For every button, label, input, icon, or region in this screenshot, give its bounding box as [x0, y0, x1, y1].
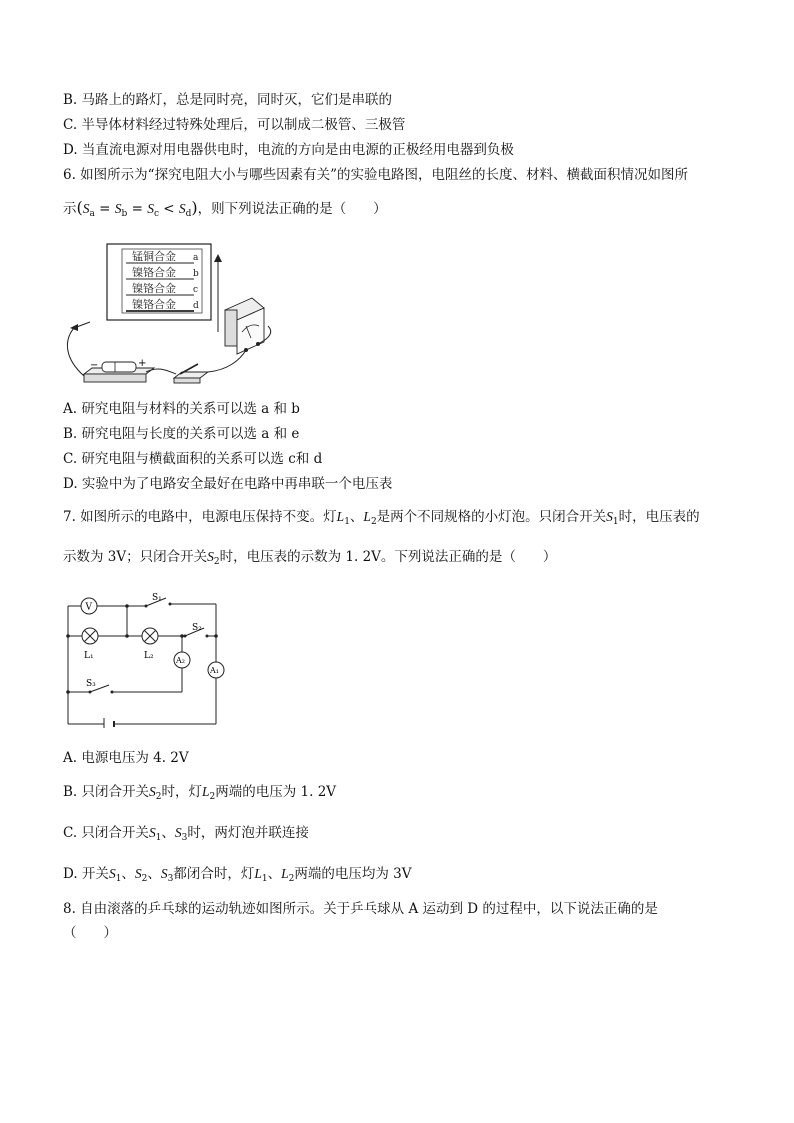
wire-a-label: 锰铜合金 — [132, 250, 176, 263]
q7-option-d: D. 开关$S_1$、$S_2$、$S_3$都闭合时，灯$L_1$、$L_2$两端的电压均为 3V — [63, 866, 412, 884]
wire-c-letter: c — [193, 285, 199, 295]
q5-option-c: C. 半导体材料经过特殊处理后，可以制成二极管、三极管 — [63, 117, 406, 133]
q7-circuit-diagram — [60, 588, 230, 728]
q7-stem-part: 示数为 3V；只闭合开关 — [63, 549, 208, 565]
q7-option-c-part: C. 只闭合开关 — [63, 825, 149, 841]
q6-option-d: D. 实验中为了电路安全最好在电路中再串联一个电压表 — [63, 476, 393, 492]
q7-option-c: C. 只闭合开关$S_1$、$S_3$时，两灯泡并联连接 — [63, 825, 309, 843]
q6-stem-line1: 6. 如图所示为“探究电阻大小与哪些因素有关”的实验电路图，电阻丝的长度、材料、横截面积情况如图所 — [63, 167, 688, 183]
ammeter-a2-icon — [174, 652, 190, 668]
ammeter-a1-label: A₁ — [210, 666, 219, 675]
q6-option-c: C. 研究电阻与横截面积的关系可以选 c和 d — [63, 451, 323, 467]
q7-stem-part: 是两个不同规格的小灯泡。只闭合开关 — [376, 509, 607, 525]
wire-a-letter: a — [193, 253, 199, 263]
battery-minus: − — [90, 360, 99, 371]
ammeter-a1-icon — [208, 662, 224, 678]
wire-b-label: 镍铬合金 — [132, 266, 176, 279]
voltmeter-label: V — [85, 602, 92, 613]
q7-stem-line2: 示数为 3V；只闭合开关$S_2$时，电压表的示数为 1. 2V。下列说法正确的是（ ） — [63, 549, 557, 567]
q7-option-b-part: B. 只闭合开关 — [63, 784, 150, 800]
q7-option-d-part: 两端的电压均为 3V — [294, 866, 412, 882]
q6-stem-prefix: 示 — [63, 201, 77, 217]
switch-s2-label: S₂ — [192, 623, 202, 633]
q5-option-d: D. 当直流电源对用电器供电时，电流的方向是由电源的正极经用电器到负极 — [63, 142, 514, 158]
ammeter-a2-label: A₂ — [176, 656, 185, 665]
q6-area-relation: ( — [76, 198, 83, 217]
q7-stem-part: 时，电压表的示数为 1. 2V。下列说法正确的是（ ） — [219, 549, 557, 565]
wire-b-letter: b — [193, 269, 199, 279]
switch-icon — [174, 364, 208, 383]
battery-icon — [84, 358, 154, 382]
q7-stem-line1: 7. 如图所示的电路中，电源电压保持不变。灯$L_1$、$L_2$是两个不同规格的小灯泡。只闭合开关$S_1$时，电压表的 — [63, 509, 700, 527]
lamp-l1-label: L₁ — [84, 651, 94, 661]
q6-option-a: A. 研究电阻与材料的关系可以选 a 和 b — [63, 401, 300, 417]
ammeter-icon — [225, 298, 264, 354]
q7-stem-part: 时，电压表的 — [618, 509, 700, 525]
voltmeter-icon — [81, 598, 97, 614]
q5-option-b: B. 马路上的路灯，总是同时亮，同时灭，它们是串联的 — [63, 92, 393, 108]
q6-stem-suffix: ，则下列说法正确的是（ ） — [197, 201, 387, 217]
q7-option-b-part: 两端的电压为 1. 2V — [215, 784, 337, 800]
q7-option-d-part: D. 开关 — [63, 866, 109, 882]
wire-d-letter: d — [193, 301, 199, 311]
lamp-l1-icon — [82, 628, 98, 644]
q7-option-b: B. 只闭合开关$S_2$时，灯$L_2$两端的电压为 1. 2V — [63, 784, 337, 802]
q7-option-b-part: 时，灯 — [161, 784, 202, 800]
battery-plus: + — [138, 358, 147, 369]
q7-option-d-part: 都闭合时，灯 — [173, 866, 255, 882]
lamp-l2-label: L₂ — [144, 651, 154, 661]
switch-s1-label: S₁ — [152, 593, 162, 603]
q8-stem-line2: （ ） — [63, 925, 117, 941]
switch-s3-label: S₃ — [86, 679, 96, 689]
q7-stem-part: 7. 如图所示的电路中，电源电压保持不变。灯 — [63, 509, 337, 525]
q6-stem-line2: 示$(S_a = S_b = S_c < S_d)$，则下列说法正确的是（ ） — [63, 198, 387, 219]
q7-option-c-part: 时，两灯泡并联连接 — [187, 825, 309, 841]
q6-option-b: B. 研究电阻与长度的关系可以选 a 和 e — [63, 426, 300, 442]
resistance-experiment-figure — [62, 240, 282, 388]
battery-icon — [104, 718, 114, 728]
wire-c-label: 镍铬合金 — [132, 282, 176, 295]
q7-option-a: A. 电源电压为 4. 2V — [63, 750, 189, 766]
lamp-l2-icon — [142, 628, 158, 644]
q8-stem-line1: 8. 自由滚落的乒乓球的运动轨迹如图所示。关于乒乓球从 A 运动到 D 的过程中，以下说法正确的是 — [63, 901, 658, 917]
wire-d-label: 镍铬合金 — [132, 298, 176, 311]
